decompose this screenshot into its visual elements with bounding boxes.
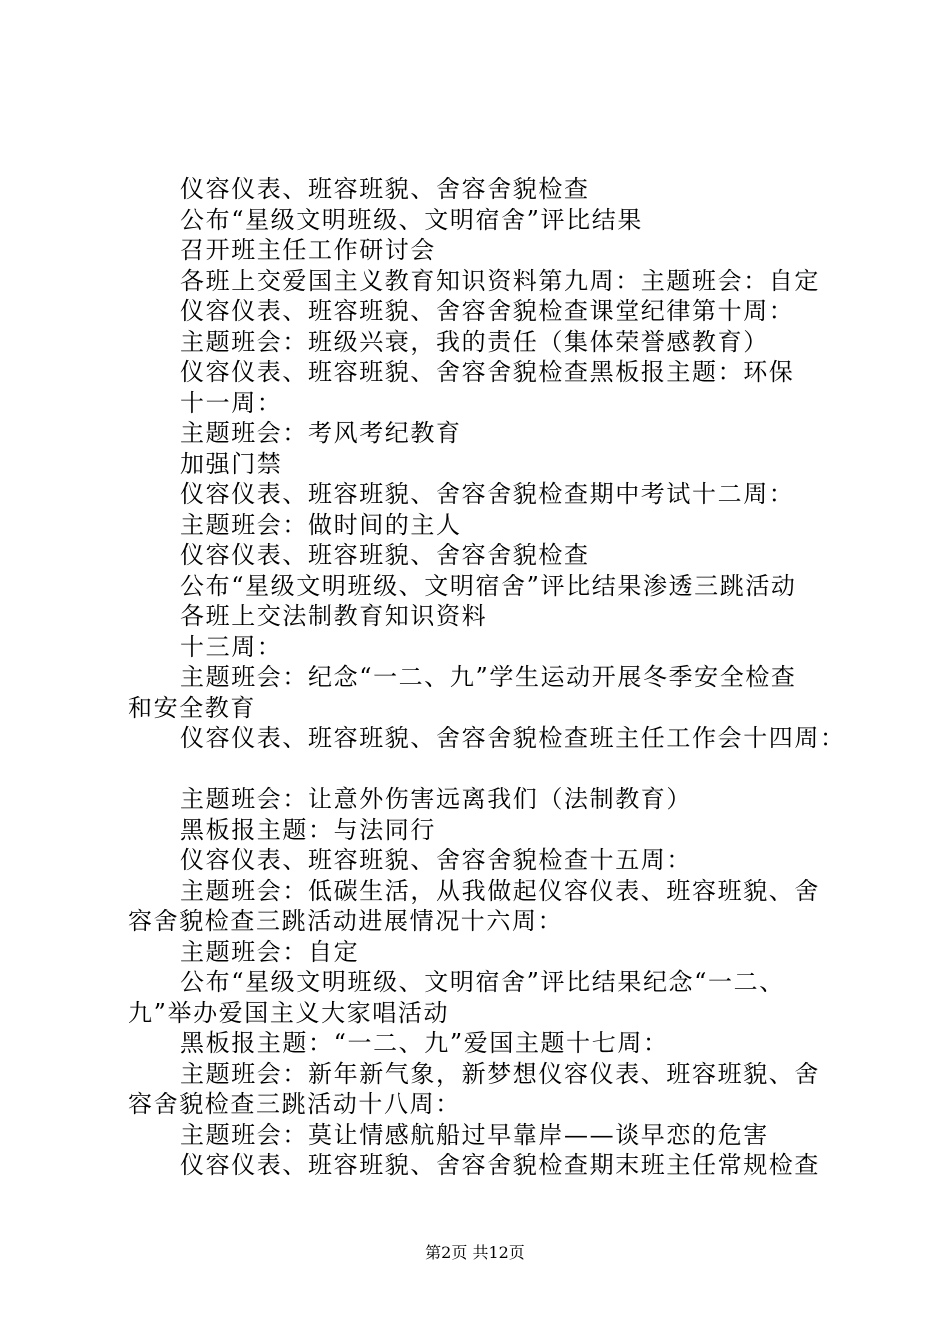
text-line: 各班上交法制教育知识资料 bbox=[180, 602, 488, 630]
text-line: 主题班会：考风考纪教育 bbox=[180, 419, 462, 447]
text-line: 九”举办爱国主义大家唱活动 bbox=[128, 998, 450, 1027]
text-line: 主题班会：新年新气象，新梦想仪容仪表、班容班貌、舍 bbox=[180, 1059, 820, 1088]
text-line: 仪容仪表、班容班貌、舍容舍貌检查 bbox=[180, 541, 590, 569]
text-line: 主题班会：低碳生活，从我做起仪容仪表、班容班貌、舍 bbox=[180, 876, 820, 905]
text-line: 加强门禁 bbox=[180, 449, 283, 478]
text-line: 主题班会：做时间的主人 bbox=[180, 510, 462, 539]
text-line: 各班上交爱国主义教育知识资料第九周：主题班会：自定 bbox=[180, 266, 820, 295]
text-line: 黑板报主题：“一二、九”爱国主题十七周： bbox=[180, 1029, 669, 1057]
text-line: 仪容仪表、班容班貌、舍容舍貌检查黑板报主题：环保 bbox=[180, 358, 795, 386]
text-line: 主题班会：班级兴衰，我的责任（集体荣誉感教育） bbox=[180, 327, 769, 356]
text-line: 主题班会：纪念“一二、九”学生运动开展冬季安全检查 bbox=[180, 663, 797, 691]
text-line: 十三周： bbox=[180, 632, 283, 661]
text-line: 主题班会：自定 bbox=[180, 937, 360, 966]
text-line: 容舍貌检查三跳活动进展情况十六周： bbox=[128, 907, 564, 935]
text-line: 公布“星级文明班级、文明宿舍”评比结果渗透三跳活动 bbox=[180, 571, 797, 600]
text-line: 容舍貌检查三跳活动十八周： bbox=[128, 1090, 461, 1118]
text-line: 和安全教育 bbox=[128, 693, 256, 722]
text-line: 仪容仪表、班容班貌、舍容舍貌检查十五周： bbox=[180, 846, 692, 874]
text-line: 公布“星级文明班级、文明宿舍”评比结果 bbox=[180, 205, 643, 234]
text-line: 召开班主任工作研讨会 bbox=[180, 236, 436, 264]
text-line: 公布“星级文明班级、文明宿舍”评比结果纪念“一二、 bbox=[180, 968, 785, 996]
text-line: 仪容仪表、班容班貌、舍容舍貌检查期末班主任常规检查 bbox=[180, 1151, 820, 1179]
text-line: 仪容仪表、班容班貌、舍容舍貌检查课堂纪律第十周： bbox=[180, 297, 795, 325]
text-line: 黑板报主题：与法同行 bbox=[180, 815, 436, 844]
text-line: 仪容仪表、班容班貌、舍容舍貌检查期中考试十二周： bbox=[180, 480, 795, 508]
text-line: 主题班会：让意外伤害远离我们（法制教育） bbox=[180, 785, 692, 813]
text-line: 仪容仪表、班容班貌、舍容舍貌检查班主任工作会十四周： bbox=[180, 724, 846, 752]
page-number-footer: 第2页 共12页 bbox=[425, 1243, 525, 1262]
text-line: 仪容仪表、班容班貌、舍容舍貌检查 bbox=[180, 175, 590, 203]
blank-line bbox=[128, 754, 838, 785]
text-line: 主题班会：莫让情感航船过早靠岸——谈早恋的危害 bbox=[180, 1120, 769, 1149]
document-body bbox=[128, 174, 846, 1181]
text-line: 十一周： bbox=[180, 388, 283, 417]
